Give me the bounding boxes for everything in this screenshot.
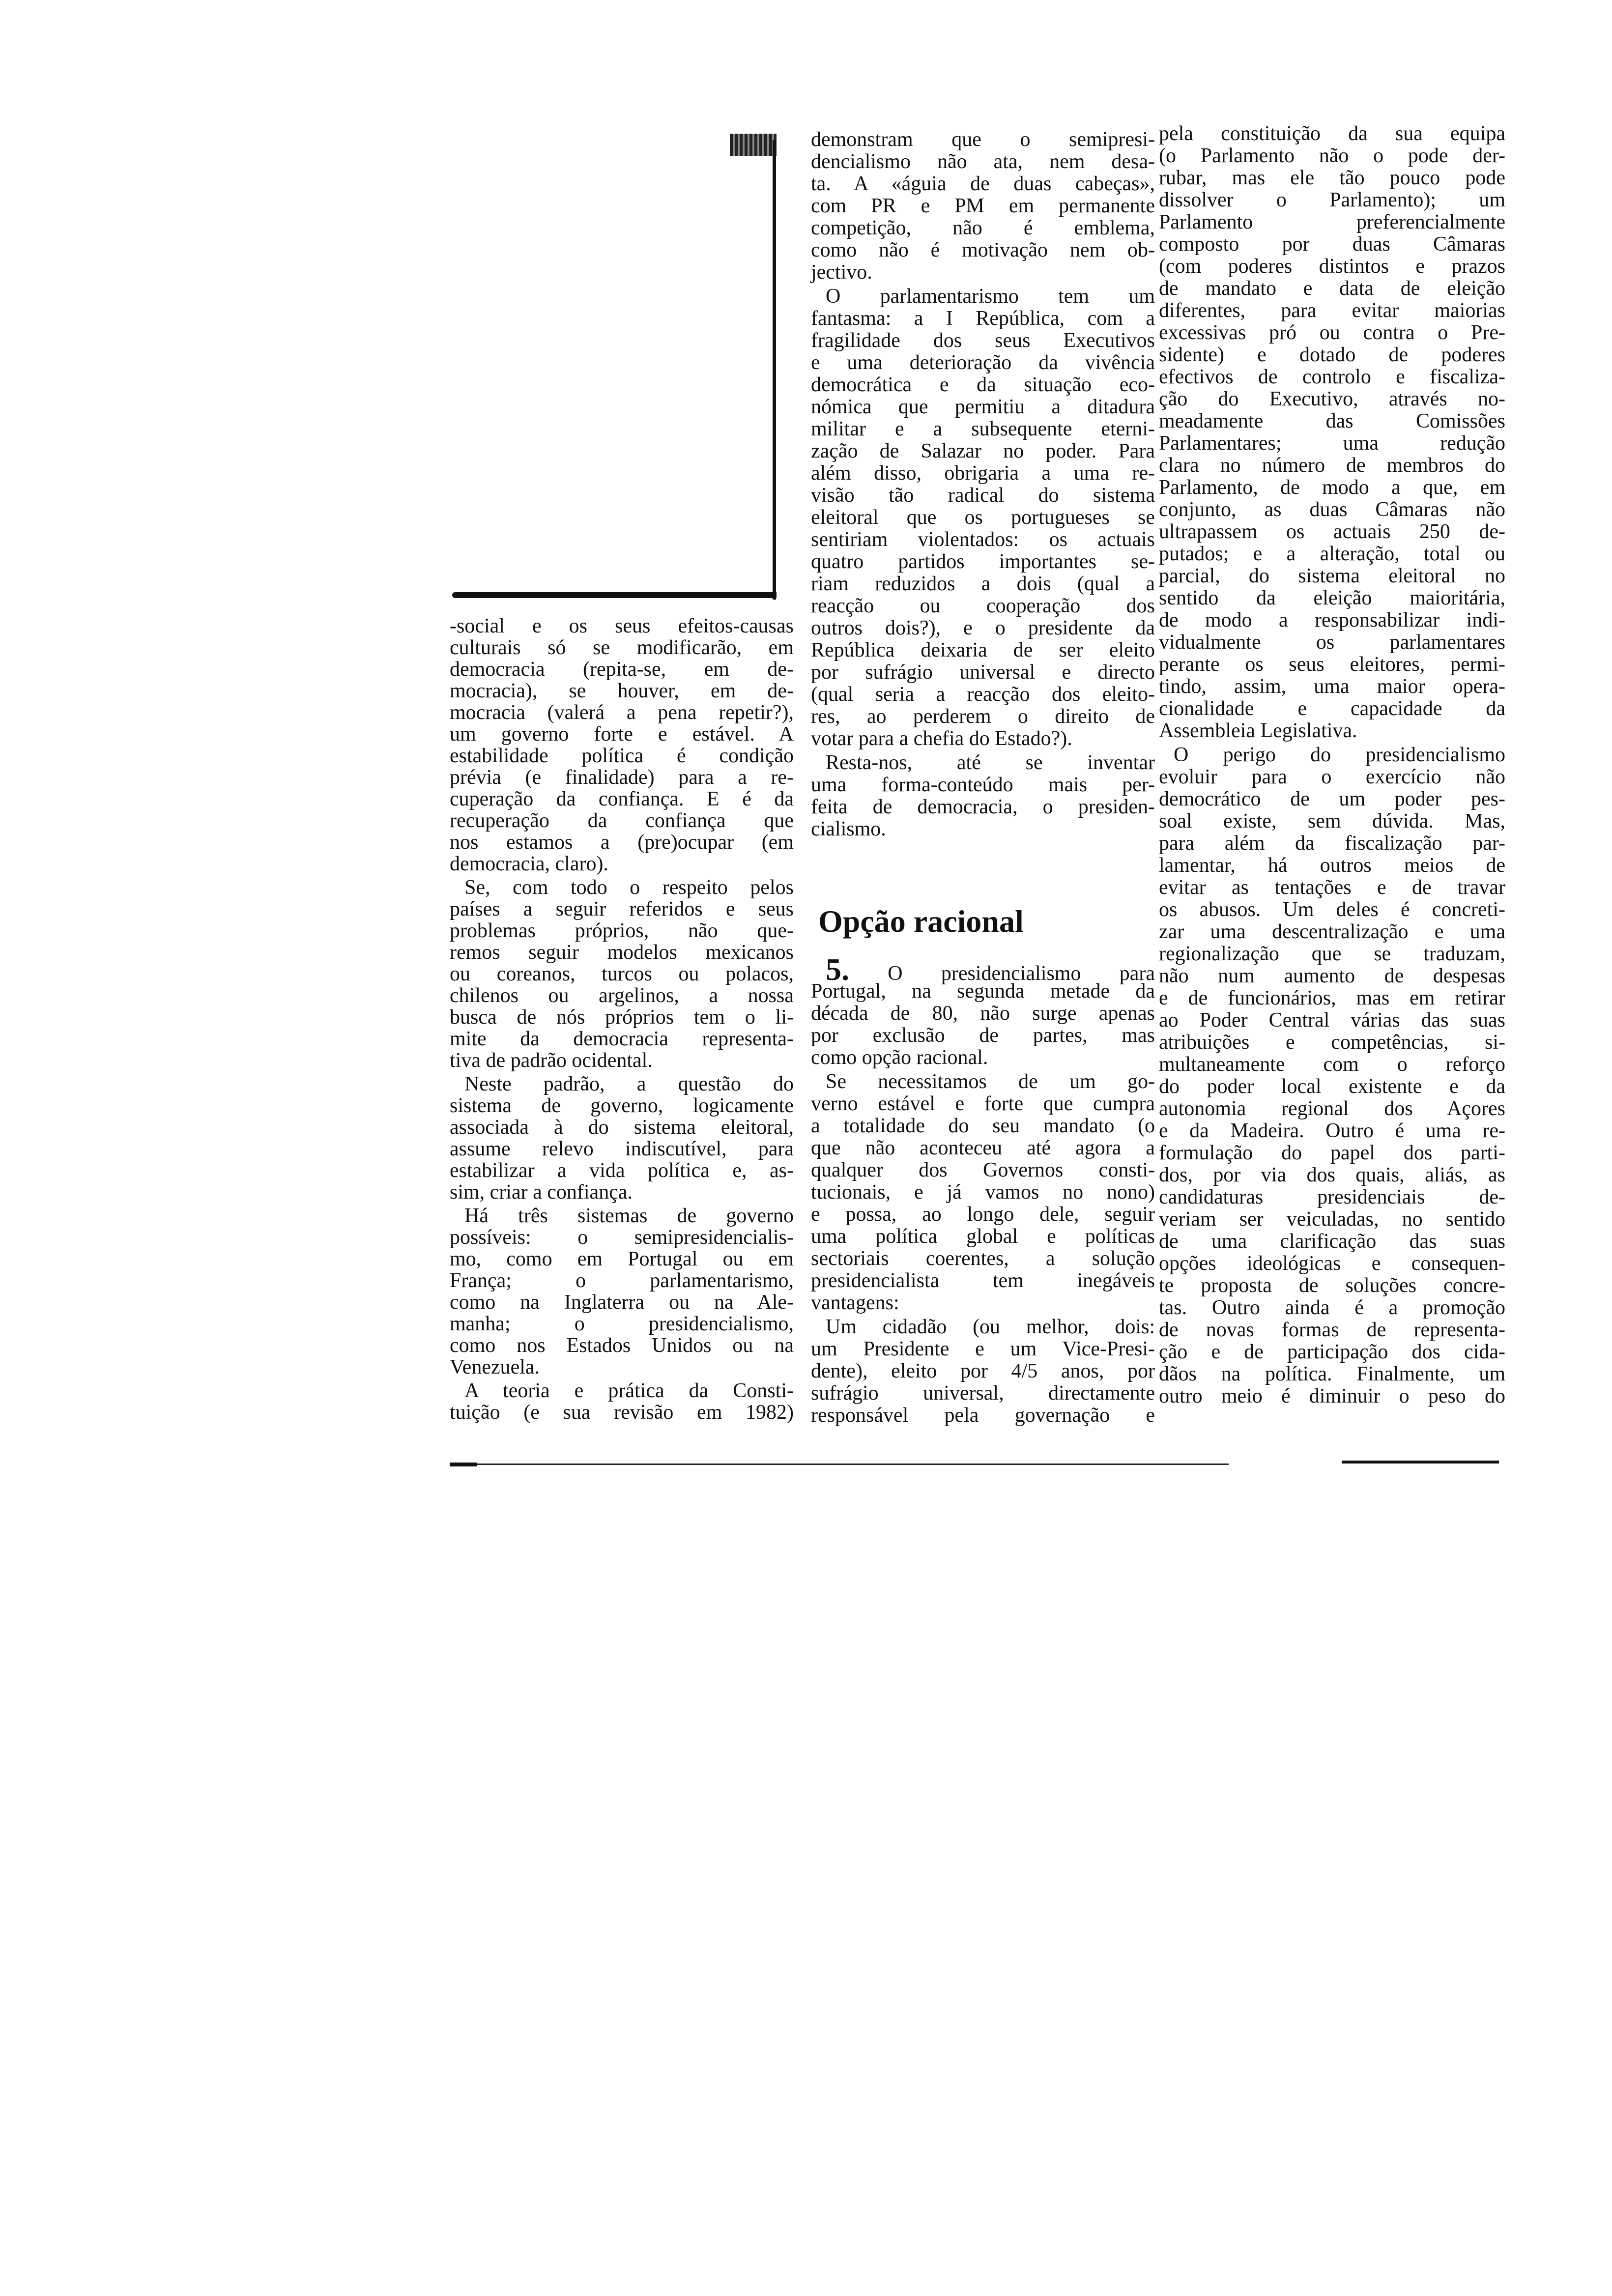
text-line: visão tão radical do sistema bbox=[811, 484, 1155, 507]
paragraph bbox=[450, 1073, 794, 1203]
text-line: que não aconteceu até agora a bbox=[811, 1137, 1155, 1159]
bottom-rule-left bbox=[450, 1464, 1229, 1465]
text-line: República deixaria de ser eleito bbox=[811, 639, 1155, 661]
text-line: dissolver o Parlamento); um bbox=[1159, 189, 1505, 211]
text-line: cuperação da confiança. E é da bbox=[450, 788, 794, 810]
text-line: jectivo. bbox=[811, 261, 872, 284]
text-line: dencialismo não ata, nem desa- bbox=[811, 150, 1155, 173]
text-line: prévia (e finalidade) para a re- bbox=[450, 766, 794, 789]
text-line: eleitoral que os portugueses se bbox=[811, 506, 1155, 529]
text-line: busca de nós próprios tem o li- bbox=[450, 1006, 794, 1029]
text-line: recuperação da confiança que bbox=[450, 809, 794, 832]
paragraph bbox=[450, 1205, 794, 1378]
text-line: para além da fiscalização par- bbox=[1159, 832, 1505, 855]
text-line bbox=[811, 952, 1155, 987]
text-line: multaneamente com o reforço bbox=[1159, 1053, 1505, 1076]
text-line: mocracia (valerá a pena repetir?), bbox=[450, 701, 794, 724]
text-line: uma forma-conteúdo mais per- bbox=[811, 774, 1155, 796]
text-line: vantagens: bbox=[811, 1292, 899, 1314]
text-line: demonstram que o semipresi- bbox=[811, 128, 1155, 151]
text-line: militar e a subsequente eterni- bbox=[811, 418, 1155, 440]
text-line: uma política global e políticas bbox=[811, 1225, 1155, 1248]
text-line: Resta-nos, até se inventar bbox=[826, 751, 1155, 774]
text-line: mocracia), se houver, em de- bbox=[450, 680, 794, 702]
text-line: nos estamos a (pre)ocupar (em bbox=[450, 831, 794, 854]
text-line: zar uma descentralização e uma bbox=[1159, 920, 1505, 943]
text-column-1 bbox=[450, 615, 794, 1425]
text-line: e de funcionários, mas em retirar bbox=[1159, 987, 1505, 1009]
text-line: vidualmente os parlamentares bbox=[1159, 631, 1505, 654]
text-line: sufrágio universal, directamente bbox=[811, 1382, 1155, 1405]
text-line: Há três sistemas de governo bbox=[464, 1205, 794, 1227]
text-line: Neste padrão, a questão do bbox=[464, 1073, 794, 1095]
text-line: presidencialista tem inegáveis bbox=[811, 1269, 1155, 1292]
text-line: zação de Salazar no poder. Para bbox=[811, 440, 1155, 462]
text-line: sentiriam violentados: os actuais bbox=[811, 528, 1155, 551]
text-line: países a seguir referidos e seus bbox=[450, 898, 794, 920]
text-line: evitar as tentações e de travar bbox=[1159, 876, 1505, 899]
text-line: lamentar, há outros meios de bbox=[1159, 854, 1505, 877]
text-line: ultrapassem os actuais 250 de- bbox=[1159, 520, 1505, 543]
text-line-content: O presidencialismo para bbox=[888, 962, 1155, 985]
text-line: formulação do papel dos parti- bbox=[1159, 1142, 1505, 1164]
text-line: democrático de um poder pes- bbox=[1159, 788, 1505, 810]
text-line: feita de democracia, o presiden- bbox=[811, 796, 1155, 818]
text-line: dos, por via dos quais, aliás, as bbox=[1159, 1164, 1505, 1186]
text-line: associada à do sistema eleitoral, bbox=[450, 1116, 794, 1139]
paragraph bbox=[811, 1316, 1155, 1427]
paragraph bbox=[450, 1380, 794, 1423]
text-line: democrática e da situação eco- bbox=[811, 373, 1155, 396]
paragraph bbox=[811, 752, 1155, 840]
text-line: O perigo do presidencialismo bbox=[1174, 744, 1505, 766]
text-column-2-section bbox=[811, 952, 1155, 1429]
text-line: década de 80, não surge apenas bbox=[811, 1002, 1155, 1025]
section-heading: Opção racional bbox=[818, 904, 1024, 939]
text-line: responsável pela governação e bbox=[811, 1404, 1155, 1427]
paragraph bbox=[450, 615, 794, 875]
text-line: ou coreanos, turcos ou polacos, bbox=[450, 963, 794, 985]
text-line: de mandato e data de eleição bbox=[1159, 277, 1505, 300]
text-line: tuição (e sua revisão em 1982) bbox=[450, 1401, 794, 1424]
text-line: (com poderes distintos e prazos bbox=[1159, 255, 1505, 278]
text-line: mo, como em Portugal ou em bbox=[450, 1248, 794, 1270]
text-line: fantasma: a I República, com a bbox=[811, 307, 1155, 330]
text-line: meadamente das Comissões bbox=[1159, 410, 1505, 432]
text-line: perante os seus eleitores, permi- bbox=[1159, 653, 1505, 676]
text-line: e uma deterioração da vivência bbox=[811, 351, 1155, 374]
text-line: putados; e a alteração, total ou bbox=[1159, 543, 1505, 565]
text-line: rubar, mas ele tão pouco pode bbox=[1159, 167, 1505, 189]
paragraph bbox=[1159, 744, 1505, 1407]
text-line: dãos na política. Finalmente, um bbox=[1159, 1363, 1505, 1385]
text-line: a totalidade do seu mandato (o bbox=[811, 1115, 1155, 1137]
text-line: opções ideológicas e consequen- bbox=[1159, 1252, 1505, 1275]
text-line: chilenos ou argelinos, a nossa bbox=[450, 984, 794, 1007]
paragraph bbox=[811, 952, 1155, 1069]
text-line: Portugal, na segunda metade da bbox=[811, 980, 1155, 1003]
paragraph bbox=[811, 129, 1155, 284]
text-line: candidaturas presidenciais de- bbox=[1159, 1186, 1505, 1208]
text-line: culturais só se modificarão, em bbox=[450, 636, 794, 659]
text-line: composto por duas Câmaras bbox=[1159, 233, 1505, 256]
text-line: qualquer dos Governos consti- bbox=[811, 1159, 1155, 1181]
text-line: Parlamento, de modo a que, em bbox=[1159, 476, 1505, 499]
text-line: como nos Estados Unidos ou na bbox=[450, 1334, 794, 1357]
horizontal-rule bbox=[452, 592, 777, 598]
text-line: (o Parlamento não o pode der- bbox=[1159, 144, 1505, 167]
text-line: sim, criar a confiança. bbox=[450, 1181, 633, 1204]
text-line: riam reduzidos a dois (qual a bbox=[811, 573, 1155, 595]
text-line: democracia, claro). bbox=[450, 853, 608, 875]
paragraph bbox=[811, 1071, 1155, 1314]
text-line: mite da democracia representa- bbox=[450, 1028, 794, 1050]
text-line: reacção ou cooperação dos bbox=[811, 595, 1155, 617]
text-column-3 bbox=[1159, 123, 1505, 1409]
text-line: te proposta de soluções concre- bbox=[1159, 1274, 1505, 1297]
text-line: -social e os seus efeitos-causas bbox=[450, 615, 794, 637]
text-line: O parlamentarismo tem um bbox=[826, 285, 1155, 308]
text-line: tindo, assim, uma maior opera- bbox=[1159, 675, 1505, 698]
text-line: verno estável e forte que cumpra bbox=[811, 1092, 1155, 1115]
text-line: cionalidade e capacidade da bbox=[1159, 697, 1505, 720]
text-line: ao Poder Central várias das suas bbox=[1159, 1009, 1505, 1032]
text-line: sectoriais coerentes, a solução bbox=[811, 1247, 1155, 1270]
text-line: Parlamentares; uma redução bbox=[1159, 432, 1505, 455]
text-line: efectivos de controlo e fiscaliza- bbox=[1159, 366, 1505, 388]
text-line: possíveis: o semipresidencialis- bbox=[450, 1226, 794, 1249]
text-line: tas. Outro ainda é a promoção bbox=[1159, 1296, 1505, 1319]
text-column-2 bbox=[811, 129, 1155, 842]
text-line: diferentes, para evitar maiorias bbox=[1159, 299, 1505, 322]
text-line: com PR e PM em permanente bbox=[811, 195, 1155, 217]
clipping-image-fragment bbox=[730, 134, 777, 156]
text-line: atribuições e competências, si- bbox=[1159, 1031, 1505, 1054]
text-line: Parlamento preferencialmente bbox=[1159, 211, 1505, 233]
text-line: manha; o presidencialismo, bbox=[450, 1313, 794, 1335]
text-line: e da Madeira. Outro é uma re- bbox=[1159, 1119, 1505, 1142]
text-line: tiva de padrão ocidental. bbox=[450, 1049, 653, 1072]
text-line: excessivas pró ou contra o Pre- bbox=[1159, 321, 1505, 344]
text-line: estabilidade política é condição bbox=[450, 745, 794, 767]
paragraph bbox=[811, 286, 1155, 750]
text-line: outros dois?), e o presidente da bbox=[811, 617, 1155, 639]
text-line: remos seguir modelos mexicanos bbox=[450, 941, 794, 964]
text-line: Se, com todo o respeito pelos bbox=[464, 876, 794, 899]
text-line: autonomia regional dos Açores bbox=[1159, 1097, 1505, 1120]
vertical-rule bbox=[773, 140, 776, 600]
text-line: não num aumento de despesas bbox=[1159, 965, 1505, 987]
text-line: votar para a chefia do Estado?). bbox=[811, 727, 1072, 750]
text-line: parcial, do sistema eleitoral no bbox=[1159, 565, 1505, 587]
text-line: problemas próprios, não que- bbox=[450, 919, 794, 942]
text-line: os abusos. Um deles é concreti- bbox=[1159, 898, 1505, 921]
text-line: competição, não é emblema, bbox=[811, 217, 1155, 239]
text-line: um governo forte e estável. A bbox=[450, 723, 794, 746]
text-line: de modo a responsabilizar indi- bbox=[1159, 609, 1505, 631]
text-line: de novas formas de representa- bbox=[1159, 1319, 1505, 1341]
text-line: Se necessitamos de um go- bbox=[826, 1070, 1155, 1093]
text-line: como na Inglaterra ou na Ale- bbox=[450, 1291, 794, 1314]
text-line: dente), eleito por 4/5 anos, por bbox=[811, 1360, 1155, 1382]
text-line: outro meio é diminuir o peso do bbox=[1159, 1385, 1505, 1407]
text-line: de uma clarificação das suas bbox=[1159, 1230, 1505, 1253]
text-line: como não é motivação nem ob- bbox=[811, 239, 1155, 261]
text-line: nómica que permitiu a ditadura bbox=[811, 396, 1155, 418]
text-line: sistema de governo, logicamente bbox=[450, 1094, 794, 1117]
paragraph bbox=[1159, 123, 1505, 742]
section-number: 5. bbox=[826, 952, 849, 987]
text-line: veriam ser veiculadas, no sentido bbox=[1159, 1208, 1505, 1231]
text-line: regionalização que se traduzam, bbox=[1159, 943, 1505, 965]
text-line: além disso, obrigaria a uma re- bbox=[811, 462, 1155, 485]
text-line: quatro partidos importantes se- bbox=[811, 550, 1155, 573]
text-line: Assembleia Legislativa. bbox=[1159, 719, 1357, 742]
text-line: ção e de participação dos cida- bbox=[1159, 1341, 1505, 1363]
text-line: assume relevo indiscutível, para bbox=[450, 1138, 794, 1160]
text-line: democracia (repita-se, em de- bbox=[450, 658, 794, 681]
text-line: um Presidente e um Vice-Presi- bbox=[811, 1338, 1155, 1360]
text-line: por sufrágio universal e directo bbox=[811, 661, 1155, 684]
text-line: conjunto, as duas Câmaras não bbox=[1159, 498, 1505, 521]
text-line: Venezuela. bbox=[450, 1356, 540, 1378]
text-line: tucionais, e já vamos no nono) bbox=[811, 1181, 1155, 1204]
text-line: por exclusão de partes, mas bbox=[811, 1024, 1155, 1047]
text-line: pela constituição da sua equipa bbox=[1159, 122, 1505, 145]
text-line: soal existe, sem dúvida. Mas, bbox=[1159, 810, 1505, 832]
paragraph bbox=[450, 877, 794, 1071]
text-line: sidente) e dotado de poderes bbox=[1159, 344, 1505, 366]
bottom-rule-right bbox=[1342, 1461, 1499, 1464]
text-line: França; o parlamentarismo, bbox=[450, 1269, 794, 1292]
text-line: (qual seria a reacção dos eleito- bbox=[811, 683, 1155, 706]
text-line: evoluir para o exercício não bbox=[1159, 766, 1505, 788]
text-line: res, ao perderem o direito de bbox=[811, 705, 1155, 728]
text-line: clara no número de membros do bbox=[1159, 454, 1505, 477]
text-line: fragilidade dos seus Executivos bbox=[811, 329, 1155, 352]
bottom-rule-mark bbox=[450, 1463, 477, 1466]
text-line: e possa, ao longo dele, seguir bbox=[811, 1203, 1155, 1226]
text-line: Um cidadão (ou melhor, dois: bbox=[826, 1316, 1155, 1338]
text-line: como opção racional. bbox=[811, 1046, 988, 1069]
text-line: do poder local existente e da bbox=[1159, 1075, 1505, 1098]
text-line: A teoria e prática da Consti- bbox=[464, 1379, 794, 1402]
text-line: ta. A «águia de duas cabeças», bbox=[811, 172, 1155, 195]
text-line: sentido da eleição maioritária, bbox=[1159, 587, 1505, 609]
text-line: estabilizar a vida política e, as- bbox=[450, 1159, 794, 1182]
text-line: ção do Executivo, através no- bbox=[1159, 388, 1505, 410]
text-line: cialismo. bbox=[811, 818, 886, 840]
